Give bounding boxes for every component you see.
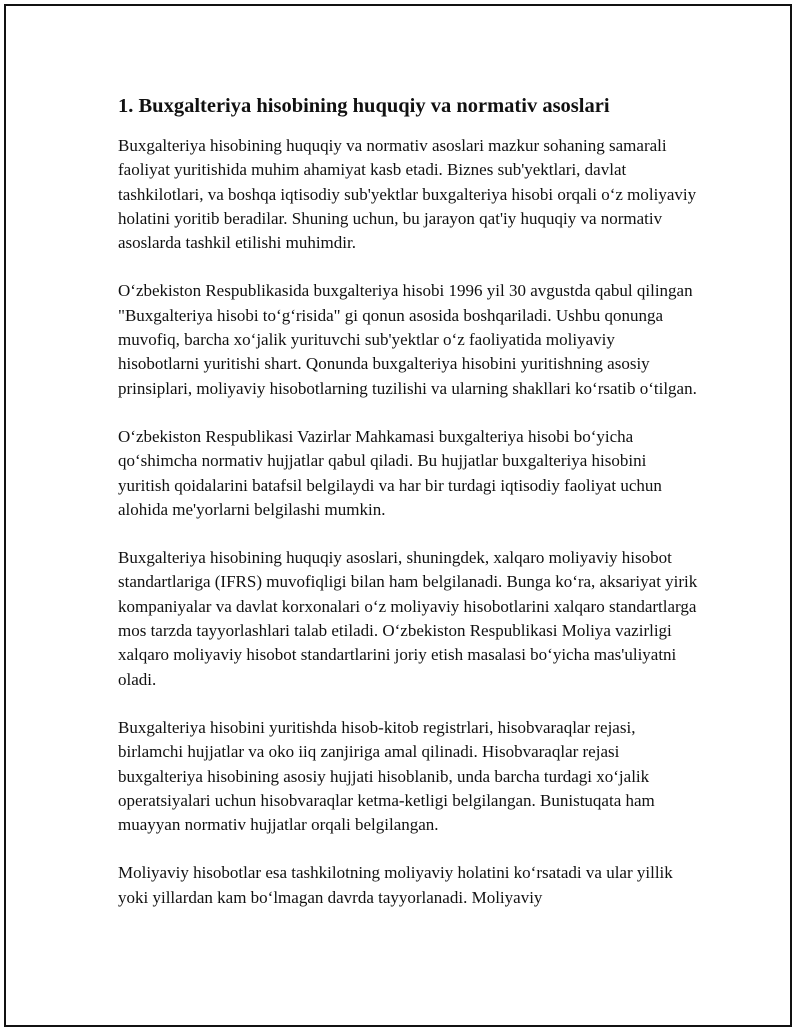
paragraph-legal-basis: Buxgalteriya hisobining huquqiy va normativ asoslari mazkur sohaning samarali faoliyat yuritishida muhim ahamiyat kasb etadi. Biznes sub'yektlari, davlat tashkilotlari, va boshqa iqtisodiy sub'yektlar buxgalteriya hisobi orqali o‘z moliyaviy holatini yoritib beradilar. Shuning uchun, bu jarayon qat'iy huquqiy va normativ asoslarda tashkil etilishi muhimdir.: [118, 136, 697, 253]
paragraph-chart-of-accounts: Buxgalteriya hisobini yuritishda hisob-kitob registrlari, hisobvaraqlar rejasi, birlamchi hujjatlar va oko iiq zanjiriga amal qilinadi. Hisobvaraqlar rejasi buxgalteriya hisobining asosiy hujjati hisoblanib, unda barcha turdagi xo‘jalik operatsiyalari uchun hisobvaraqlar ketma-ketligi belgilangan. Bunistuqata ham muayyan normativ hujjatlar orqali belgilangan.: [118, 717, 655, 835]
section-heading: 1. Buxgalteriya hisobining huquqiy va normativ asoslari: [118, 95, 610, 117]
paragraph-accounting-law: O‘zbekiston Respublikasida buxgalteriya hisobi 1996 yil 30 avgustda qabul qilingan "Buxgalteriya hisobi to‘g‘risida" gi qonun asosida boshqariladi. Ushbu qonunga muvofiq, barcha xo‘jalik yurituvchi sub'yektlar o‘z faoliyatida moliyaviy hisobotlarni yuritishi shart. Qonunda buxgalteriya hisobini yuritishning asosiy prinsiplari, moliyaviy hisobotlarning tuzilishi va ularning shakllari ko‘rsatib o‘tilgan.: [118, 281, 697, 398]
document-body: [118, 92, 698, 934]
paragraph-cabinet-of-ministers: O‘zbekiston Respublikasi Vazirlar Mahkamasi buxgalteriya hisobi bo‘yicha qo‘shimcha normativ hujjatlar qabul qiladi. Bu hujjatlar buxgalteriya hisobini yuritish qoidalarini batafsil belgilaydi va har bir turdagi iqtisodiy faoliyat uchun alohida me'yorlarni belgilashi mumkin.: [118, 426, 662, 519]
paragraph-financial-statements: Moliyaviy hisobotlar esa tashkilotning moliyaviy holatini ko‘rsatadi va ular yillik yoki yillardan kam bo‘lmagan davrda tayyorlanadi. Moliyaviy: [118, 863, 673, 907]
paragraph-ifrs: Buxgalteriya hisobining huquqiy asoslari, shuningdek, xalqaro moliyaviy hisobot standartlariga (IFRS) muvofiqligi bilan ham belgilanadi. Bunga ko‘ra, aksariyat yirik kompaniyalar va davlat korxonalari o‘z moliyaviy hisobotlarini xalqaro standartlarga mos tarzda tayyorlashlari talab etiladi. O‘zbekiston Respublikasi Moliya vazirligi xalqaro moliyaviy hisobot standartlarini joriy etish masalasi bo‘yicha mas'uliyatni oladi.: [118, 548, 698, 689]
